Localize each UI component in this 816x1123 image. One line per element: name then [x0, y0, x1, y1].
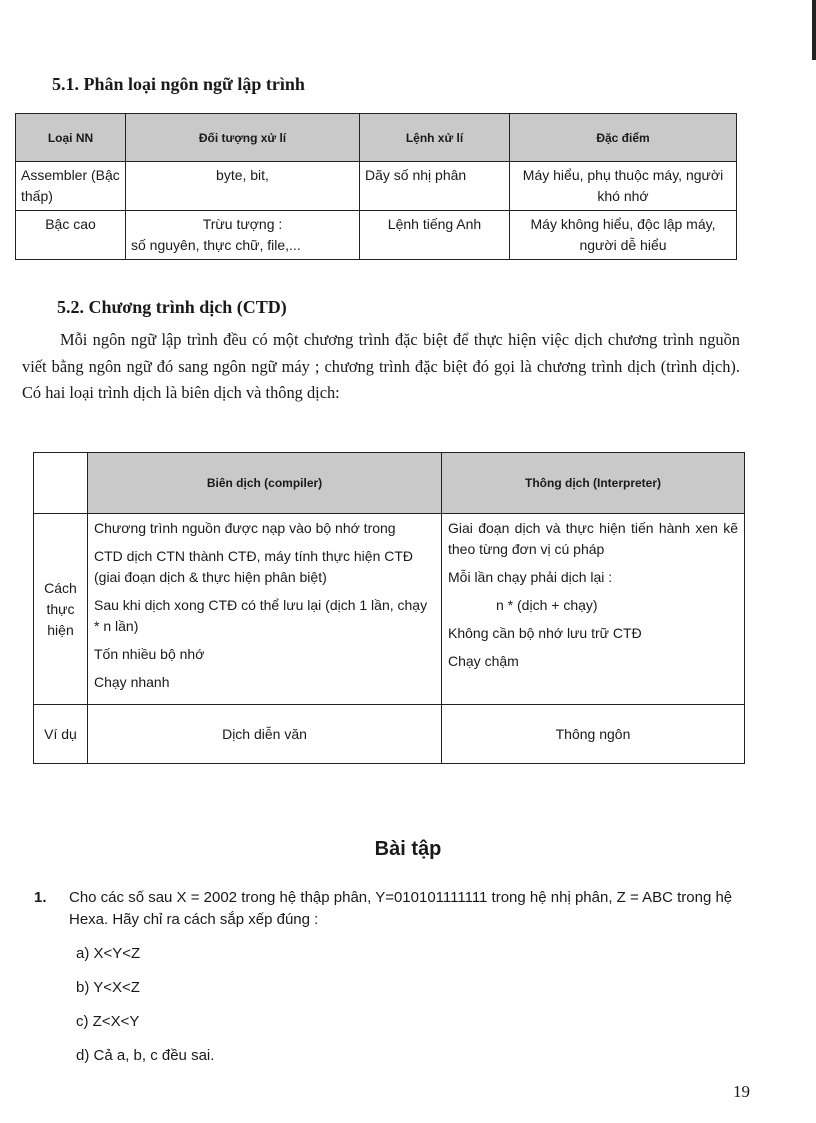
exercises-title: Bài tập	[374, 838, 442, 860]
cell-interpreter-example: Thông ngôn	[442, 705, 745, 764]
cell-dac-diem: Máy hiểu, phụ thuộc máy, người khó nhớ	[510, 162, 737, 211]
header-loai-nn: Loại NN	[16, 114, 126, 162]
cell-doi-tuong	[126, 211, 360, 260]
cell-loai: Bậc cao	[16, 211, 126, 260]
header-dac-diem: Đặc điểm	[510, 114, 737, 162]
header-compiler: Biên dịch (compiler)	[88, 453, 442, 514]
row-label-example: Ví dụ	[34, 705, 88, 764]
cell-doi-tuong: byte, bit,	[126, 162, 360, 211]
exercise-1	[30, 887, 750, 1067]
list-item: Mỗi lần chạy phải dịch lại :	[448, 569, 613, 585]
table-row	[34, 514, 745, 705]
table-header-row	[34, 453, 745, 514]
list-item: CTD dịch CTN thành CTĐ, máy tính thực hiện CTĐ (giai đoạn dịch & thực hiện phân biệt)	[94, 548, 414, 585]
list-item: Sau khi dịch xong CTĐ có thể lưu lại (dịch 1 lần, chạy * n lần)	[94, 597, 428, 634]
table-row	[16, 162, 737, 211]
table-row	[34, 705, 745, 764]
option-c: c) Z<X<Y	[76, 1013, 140, 1030]
exercise-question: Cho các số sau X = 2002 trong hệ thập phân, Y=010101111111 trong hệ nhị phân, Z = ABC trong hệ Hexa. Hãy chỉ ra cách sắp xếp đúng :	[69, 889, 733, 928]
list-item: Giai đoạn dịch và thực hiện tiến hành xen kẽ theo từng đơn vị cú pháp	[448, 520, 738, 557]
exercise-number: 1.	[34, 889, 47, 906]
compiler-interpreter-table	[33, 452, 745, 764]
list-item: Chạy chậm	[448, 653, 519, 669]
section-5-1-title: 5.1. Phân loại ngôn ngữ lập trình	[52, 74, 305, 94]
cell-interpreter-method	[442, 514, 745, 705]
list-item: n * (dịch + chạy)	[496, 597, 598, 613]
cell-doi-tuong-line1: Trừu tượng :	[202, 216, 283, 232]
list-item: Không cần bộ nhớ lưu trữ CTĐ	[448, 625, 642, 641]
list-item: Chạy nhanh	[94, 674, 170, 690]
header-empty	[34, 453, 88, 514]
header-interpreter: Thông dịch (Interpreter)	[442, 453, 745, 514]
cell-loai: Assembler (Bậc thấp)	[16, 162, 126, 211]
cell-lenh: Dãy số nhị phân	[360, 162, 510, 211]
option-b: b) Y<X<Z	[76, 979, 140, 996]
table-header-row	[16, 114, 737, 162]
cell-compiler-example: Dịch diễn văn	[88, 705, 442, 764]
language-classification-table	[15, 113, 737, 260]
cell-doi-tuong-line2: số nguyên, thực chữ, file,...	[131, 237, 301, 253]
row-label-method: Cách thực hiện	[34, 514, 88, 705]
section-5-2-title: 5.2. Chương trình dịch (CTD)	[57, 297, 287, 317]
page-number: 19	[733, 1082, 750, 1101]
header-lenh: Lệnh xử lí	[360, 114, 510, 162]
cell-dac-diem: Máy không hiểu, độc lập máy, người dễ hiểu	[510, 211, 737, 260]
section-5-2-paragraph: Mỗi ngôn ngữ lập trình đều có một chương trình đặc biệt để thực hiện việc dịch chương trình nguồn viết bằng ngôn ngữ đó sang ngôn ngữ máy ; chương trình đặc biệt đó gọi là chương trình dịch (trình dịch). Có hai loại trình dịch là biên dịch và thông dịch:	[22, 330, 740, 402]
table-row	[16, 211, 737, 260]
cell-lenh: Lệnh tiếng Anh	[360, 211, 510, 260]
list-item: Tốn nhiều bộ nhớ	[94, 646, 205, 662]
option-d: d) Cả a, b, c đều sai.	[76, 1047, 215, 1064]
list-item: Chương trình nguồn được nạp vào bộ nhớ trong	[94, 520, 396, 536]
option-a: a) X<Y<Z	[76, 945, 141, 962]
header-doi-tuong: Đối tượng xử lí	[126, 114, 360, 162]
page-edge-mark	[812, 0, 816, 60]
cell-compiler-method	[88, 514, 442, 705]
